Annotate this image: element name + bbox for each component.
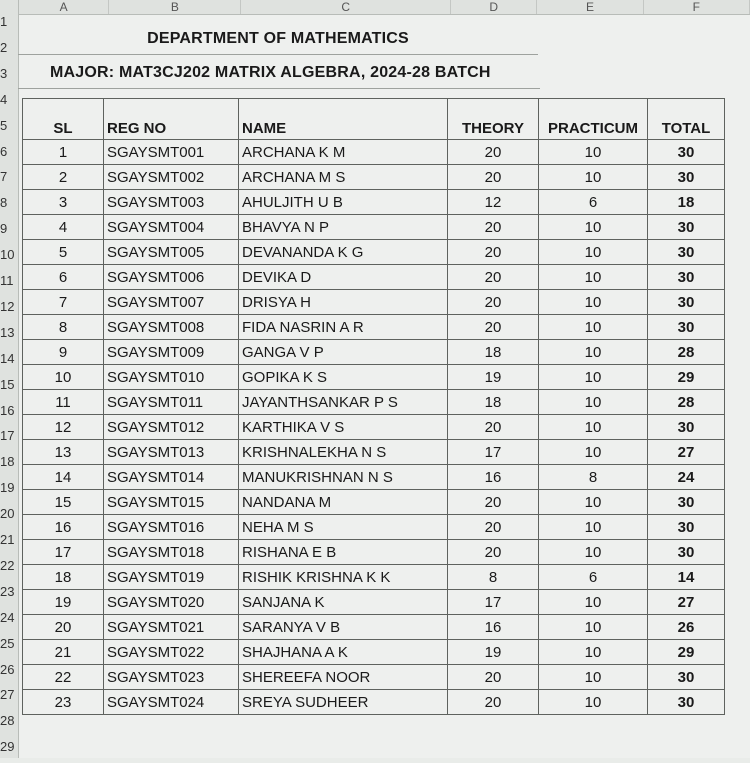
cell-practicum[interactable]: 10 <box>539 515 648 540</box>
cell-practicum[interactable]: 10 <box>539 265 648 290</box>
cell-total[interactable]: 30 <box>648 265 725 290</box>
cell-reg-no[interactable]: SGAYSMT024 <box>104 690 239 715</box>
cell-total[interactable]: 30 <box>648 415 725 440</box>
column-header-d[interactable]: D <box>451 0 537 14</box>
table-row <box>23 690 725 715</box>
cell-theory[interactable]: 20 <box>448 490 539 515</box>
table-row <box>23 665 725 690</box>
column-header-c[interactable]: C <box>241 0 451 14</box>
table-row <box>23 315 725 340</box>
cell-total[interactable]: 30 <box>648 240 725 265</box>
row-header-number[interactable]: 28 <box>0 713 15 729</box>
cell-theory[interactable]: 17 <box>448 590 539 615</box>
cell-theory[interactable]: 19 <box>448 640 539 665</box>
cell-name[interactable]: SHAJHANA A K <box>239 640 448 665</box>
cell-total[interactable]: 30 <box>648 690 725 715</box>
cell-total[interactable]: 30 <box>648 490 725 515</box>
cell-name[interactable]: SREYA SUDHEER <box>239 690 448 715</box>
cell-theory[interactable]: 20 <box>448 140 539 165</box>
cell-theory[interactable]: 20 <box>448 690 539 715</box>
cell-reg-no[interactable]: SGAYSMT019 <box>104 565 239 590</box>
row-header-number[interactable]: 3 <box>0 65 8 81</box>
cell-total[interactable]: 24 <box>648 465 725 490</box>
cell-total[interactable]: 14 <box>648 565 725 590</box>
column-header-b[interactable]: B <box>109 0 241 14</box>
row-header-number[interactable]: 14 <box>0 350 15 366</box>
cell-theory[interactable]: 20 <box>448 415 539 440</box>
row-header-number[interactable]: 13 <box>0 324 15 340</box>
cell-total[interactable]: 29 <box>648 640 725 665</box>
cell-sl[interactable]: 14 <box>23 465 104 490</box>
row-header-number[interactable]: 23 <box>0 583 15 599</box>
row-header-number[interactable]: 21 <box>0 532 15 547</box>
cell-sl[interactable]: 15 <box>23 490 104 515</box>
cell-theory[interactable]: 20 <box>448 315 539 340</box>
cell-practicum[interactable]: 10 <box>539 315 648 340</box>
cell-theory[interactable]: 18 <box>448 340 539 365</box>
cell-sl[interactable]: 2 <box>23 165 104 190</box>
row-header-number[interactable]: 27 <box>0 687 15 703</box>
cell-practicum[interactable]: 10 <box>539 590 648 615</box>
cell-reg-no[interactable]: SGAYSMT015 <box>104 490 239 515</box>
cell-practicum[interactable]: 10 <box>539 690 648 715</box>
cell-theory[interactable]: 19 <box>448 365 539 390</box>
cell-name[interactable]: GANGA V P <box>239 340 448 365</box>
cell-sl[interactable]: 9 <box>23 340 104 365</box>
table-row <box>23 590 725 615</box>
row-header-number[interactable]: 25 <box>0 635 15 651</box>
table-row <box>23 515 725 540</box>
cell-practicum[interactable]: 8 <box>539 465 648 490</box>
cell-reg-no[interactable]: SGAYSMT011 <box>104 390 239 415</box>
table-row <box>23 440 725 465</box>
cell-reg-no[interactable]: SGAYSMT001 <box>104 140 239 165</box>
table-header-row <box>23 99 725 140</box>
cell-sl[interactable]: 6 <box>23 265 104 290</box>
row-header-number[interactable]: 29 <box>0 739 15 755</box>
table-row <box>23 240 725 265</box>
table-row <box>23 165 725 190</box>
table-row <box>23 490 725 515</box>
header-total[interactable]: TOTAL <box>648 99 725 140</box>
table-row <box>23 190 725 215</box>
cell-name[interactable]: BHAVYA N P <box>239 215 448 240</box>
row-header-number[interactable]: 1 <box>0 14 8 29</box>
cell-reg-no[interactable]: SGAYSMT013 <box>104 440 239 465</box>
cell-practicum[interactable]: 6 <box>539 565 648 590</box>
cell-theory[interactable]: 18 <box>448 390 539 415</box>
column-header-a[interactable]: A <box>19 0 109 14</box>
header-theory[interactable]: THEORY <box>448 99 539 140</box>
cell-name[interactable]: SARANYA V B <box>239 615 448 640</box>
row-header-number[interactable]: 7 <box>0 169 8 185</box>
cell-name[interactable]: NANDANA M <box>239 490 448 515</box>
cell-theory[interactable]: 16 <box>448 465 539 490</box>
cell-total[interactable]: 30 <box>648 165 725 190</box>
cell-sl[interactable]: 22 <box>23 665 104 690</box>
header-reg-no[interactable]: REG NO <box>104 99 239 140</box>
row-header-number[interactable]: 20 <box>0 506 15 522</box>
cell-reg-no[interactable]: SGAYSMT023 <box>104 665 239 690</box>
cell-name[interactable]: MANUKRISHNAN N S <box>239 465 448 490</box>
cell-sl[interactable]: 10 <box>23 365 104 390</box>
cell-sl[interactable]: 7 <box>23 290 104 315</box>
cell-sl[interactable]: 12 <box>23 415 104 440</box>
table-row <box>23 640 725 665</box>
table-row <box>23 615 725 640</box>
cell-theory[interactable]: 16 <box>448 615 539 640</box>
cell-total[interactable]: 30 <box>648 540 725 565</box>
column-header-e[interactable]: E <box>537 0 643 14</box>
cell-reg-no[interactable]: SGAYSMT020 <box>104 590 239 615</box>
row-header-number[interactable]: 6 <box>0 143 8 159</box>
cell-name[interactable]: RISHANA E B <box>239 540 448 565</box>
cell-name[interactable]: RISHIK KRISHNA K K <box>239 565 448 590</box>
table-row <box>23 390 725 415</box>
table-row <box>23 290 725 315</box>
cell-theory[interactable]: 20 <box>448 240 539 265</box>
cell-total[interactable]: 30 <box>648 665 725 690</box>
cell-practicum[interactable]: 10 <box>539 165 648 190</box>
table-row <box>23 565 725 590</box>
cell-name[interactable]: FIDA NASRIN A R <box>239 315 448 340</box>
cell-sl[interactable]: 3 <box>23 190 104 215</box>
cell-sl[interactable]: 8 <box>23 315 104 340</box>
cell-total[interactable]: 26 <box>648 615 725 640</box>
cell-reg-no[interactable]: SGAYSMT016 <box>104 515 239 540</box>
department-title[interactable]: DEPARTMENT OF MATHEMATICS <box>18 24 538 55</box>
row-header-number[interactable]: 8 <box>0 195 8 211</box>
cell-reg-no[interactable]: SGAYSMT005 <box>104 240 239 265</box>
cell-name[interactable]: NEHA M S <box>239 515 448 540</box>
cell-name[interactable]: JAYANTHSANKAR P S <box>239 390 448 415</box>
cell-name[interactable]: ARCHANA M S <box>239 165 448 190</box>
table-row <box>23 415 725 440</box>
table-row <box>23 365 725 390</box>
cell-total[interactable]: 30 <box>648 515 725 540</box>
row-header-number[interactable]: 17 <box>0 428 15 444</box>
table-row <box>23 215 725 240</box>
row-header-number[interactable]: 9 <box>0 221 8 237</box>
cell-practicum[interactable]: 10 <box>539 340 648 365</box>
row-header-number[interactable]: 4 <box>0 91 8 107</box>
row-header-number[interactable]: 11 <box>0 273 14 288</box>
header-sl[interactable]: SL <box>23 99 104 140</box>
row-header-number[interactable]: 12 <box>0 298 15 314</box>
header-name[interactable]: NAME <box>239 99 448 140</box>
row-header-number[interactable]: 24 <box>0 609 15 625</box>
cell-name[interactable]: ARCHANA K M <box>239 140 448 165</box>
cell-reg-no[interactable]: SGAYSMT014 <box>104 465 239 490</box>
cell-sl[interactable]: 1 <box>23 140 104 165</box>
cell-sl[interactable]: 21 <box>23 640 104 665</box>
cell-name[interactable]: KARTHIKA V S <box>239 415 448 440</box>
cell-name[interactable]: DEVANANDA K G <box>239 240 448 265</box>
cell-sl[interactable]: 19 <box>23 590 104 615</box>
cell-name[interactable]: SANJANA K <box>239 590 448 615</box>
cell-sl[interactable]: 18 <box>23 565 104 590</box>
cell-name[interactable]: DEVIKA D <box>239 265 448 290</box>
cell-practicum[interactable]: 10 <box>539 490 648 515</box>
cell-total[interactable]: 27 <box>648 590 725 615</box>
row-header-number[interactable]: 15 <box>0 376 15 392</box>
table-row <box>23 340 725 365</box>
row-header-number[interactable]: 18 <box>0 454 15 470</box>
cell-reg-no[interactable]: SGAYSMT012 <box>104 415 239 440</box>
row-header-number[interactable]: 22 <box>0 557 15 573</box>
cell-total[interactable]: 27 <box>648 440 725 465</box>
cell-theory[interactable]: 20 <box>448 215 539 240</box>
cell-theory[interactable]: 20 <box>448 290 539 315</box>
cell-theory[interactable]: 8 <box>448 565 539 590</box>
cell-theory[interactable]: 20 <box>448 515 539 540</box>
cell-theory[interactable]: 20 <box>448 265 539 290</box>
row-header-number[interactable]: 19 <box>0 480 15 496</box>
cell-reg-no[interactable]: SGAYSMT007 <box>104 290 239 315</box>
cell-sl[interactable]: 13 <box>23 440 104 465</box>
cell-reg-no[interactable]: SGAYSMT006 <box>104 265 239 290</box>
cell-name[interactable]: KRISHNALEKHA N S <box>239 440 448 465</box>
cell-reg-no[interactable]: SGAYSMT009 <box>104 340 239 365</box>
cell-theory[interactable]: 20 <box>448 540 539 565</box>
table-row <box>23 465 725 490</box>
cell-sl[interactable]: 16 <box>23 515 104 540</box>
cell-sl[interactable]: 5 <box>23 240 104 265</box>
row-header-number[interactable]: 5 <box>0 117 8 133</box>
cell-practicum[interactable]: 10 <box>539 290 648 315</box>
cell-reg-no[interactable]: SGAYSMT021 <box>104 615 239 640</box>
course-subtitle[interactable]: MAJOR: MAT3CJ202 MATRIX ALGEBRA, 2024-28 BATCH <box>18 58 540 89</box>
cell-practicum[interactable]: 10 <box>539 665 648 690</box>
cell-reg-no[interactable]: SGAYSMT010 <box>104 365 239 390</box>
cell-practicum[interactable]: 6 <box>539 190 648 215</box>
column-header-bar <box>0 0 750 15</box>
cell-sl[interactable]: 11 <box>23 390 104 415</box>
cell-theory[interactable]: 17 <box>448 440 539 465</box>
cell-practicum[interactable]: 10 <box>539 365 648 390</box>
cell-practicum[interactable]: 10 <box>539 540 648 565</box>
cell-reg-no[interactable]: SGAYSMT022 <box>104 640 239 665</box>
cell-practicum[interactable]: 10 <box>539 640 648 665</box>
table-row <box>23 140 725 165</box>
cell-total[interactable]: 30 <box>648 290 725 315</box>
cell-sl[interactable]: 4 <box>23 215 104 240</box>
row-header-number[interactable]: 10 <box>0 247 15 263</box>
table-row <box>23 265 725 290</box>
cell-total[interactable]: 18 <box>648 190 725 215</box>
cell-reg-no[interactable]: SGAYSMT008 <box>104 315 239 340</box>
row-header-number[interactable]: 26 <box>0 661 15 677</box>
cell-sl[interactable]: 17 <box>23 540 104 565</box>
cell-total[interactable]: 30 <box>648 215 725 240</box>
row-header-number[interactable]: 16 <box>0 402 15 418</box>
cell-practicum[interactable]: 10 <box>539 240 648 265</box>
cell-reg-no[interactable]: SGAYSMT004 <box>104 215 239 240</box>
cell-theory[interactable]: 20 <box>448 165 539 190</box>
cell-name[interactable]: SHEREEFA NOOR <box>239 665 448 690</box>
cell-practicum[interactable]: 10 <box>539 215 648 240</box>
select-all-corner[interactable] <box>0 0 19 14</box>
cell-practicum[interactable]: 10 <box>539 615 648 640</box>
cell-theory[interactable]: 20 <box>448 665 539 690</box>
cell-name[interactable]: DRISYA H <box>239 290 448 315</box>
cell-practicum[interactable]: 10 <box>539 140 648 165</box>
header-practicum[interactable]: PRACTICUM <box>539 99 648 140</box>
cell-name[interactable]: GOPIKA K S <box>239 365 448 390</box>
cell-sl[interactable]: 20 <box>23 615 104 640</box>
marks-table <box>22 98 725 715</box>
cell-reg-no[interactable]: SGAYSMT018 <box>104 540 239 565</box>
row-header-number[interactable]: 2 <box>0 39 8 55</box>
cell-total[interactable]: 30 <box>648 315 725 340</box>
cell-grid[interactable] <box>18 14 750 758</box>
cell-total[interactable]: 30 <box>648 140 725 165</box>
cell-total[interactable]: 28 <box>648 340 725 365</box>
cell-practicum[interactable]: 10 <box>539 440 648 465</box>
cell-theory[interactable]: 12 <box>448 190 539 215</box>
table-row <box>23 540 725 565</box>
cell-reg-no[interactable]: SGAYSMT002 <box>104 165 239 190</box>
cell-reg-no[interactable]: SGAYSMT003 <box>104 190 239 215</box>
cell-total[interactable]: 29 <box>648 365 725 390</box>
cell-sl[interactable]: 23 <box>23 690 104 715</box>
cell-name[interactable]: AHULJITH U B <box>239 190 448 215</box>
row-header-bar <box>0 14 19 758</box>
cell-practicum[interactable]: 10 <box>539 415 648 440</box>
table-body <box>23 140 725 715</box>
cell-practicum[interactable]: 10 <box>539 390 648 415</box>
column-header-f[interactable]: F <box>644 0 750 14</box>
cell-total[interactable]: 28 <box>648 390 725 415</box>
